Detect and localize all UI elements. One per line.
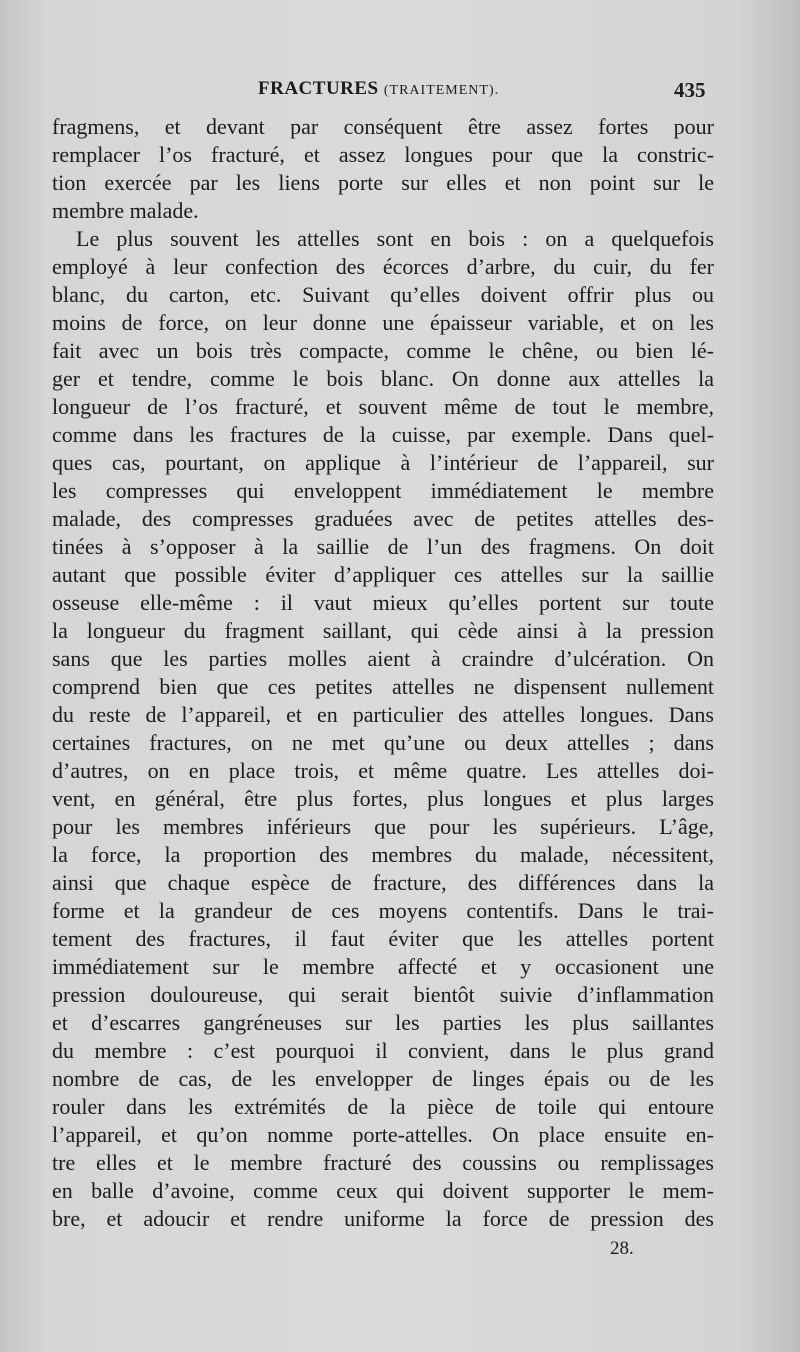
- text-line: forme et la grandeur de ces moyens contentifs. Dans le trai-: [52, 898, 714, 923]
- text-line: moins de force, on leur donne une épaisseur variable, et on les: [52, 310, 714, 335]
- running-title: [258, 78, 499, 100]
- text-line: vent, en général, être plus fortes, plus longues et plus larges: [52, 786, 714, 811]
- text-line: rouler dans les extrémités de la pièce de toile qui entoure: [52, 1094, 714, 1119]
- text-line: malade, des compresses graduées avec de petites attelles des-: [52, 506, 714, 531]
- text-line: ger et tendre, comme le bois blanc. On donne aux attelles la: [52, 366, 714, 391]
- text-line: les compresses qui enveloppent immédiatement le membre: [52, 478, 714, 503]
- text-line: longueur de l’os fracturé, et souvent même de tout le membre,: [52, 394, 714, 419]
- text-line: en balle d’avoine, comme ceux qui doivent supporter le mem-: [52, 1178, 714, 1203]
- text-line: Le plus souvent les attelles sont en bois : on a quelquefois: [76, 226, 714, 251]
- text-line: bre, et adoucir et rendre uniforme la force de pression des: [52, 1206, 714, 1231]
- body-text: [52, 113, 714, 1233]
- text-line: l’appareil, et qu’on nomme porte-attelles. On place ensuite en-: [52, 1122, 714, 1147]
- text-line: la force, la proportion des membres du malade, nécessitent,: [52, 842, 714, 867]
- text-line: comme dans les fractures de la cuisse, par exemple. Dans quel-: [52, 422, 714, 447]
- text-line: remplacer l’os fracturé, et assez longues pour que la constric-: [52, 142, 714, 167]
- running-title-sub: (TRAITEMENT).: [383, 83, 500, 98]
- text-line: autant que possible éviter d’appliquer ces attelles sur la saillie: [52, 562, 714, 587]
- text-line: employé à leur confection des écorces d’arbre, du cuir, du fer: [52, 254, 714, 279]
- text-line: ques cas, pourtant, on applique à l’intérieur de l’appareil, sur: [52, 450, 714, 475]
- text-line: tinées à s’opposer à la saillie de l’un des fragmens. On doit: [52, 534, 714, 559]
- page-number: 435: [674, 78, 706, 102]
- text-line: certaines fractures, on ne met qu’une ou deux attelles ; dans: [52, 730, 714, 755]
- text-line: pour les membres inférieurs que pour les supérieurs. L’âge,: [52, 814, 714, 839]
- text-line: fait avec un bois très compacte, comme le chêne, ou bien lé-: [52, 338, 714, 363]
- text-line: osseuse elle-même : il vaut mieux qu’elles portent sur toute: [52, 590, 714, 615]
- text-line: nombre de cas, de les envelopper de linges épais ou de les: [52, 1066, 714, 1091]
- text-line: d’autres, on en place trois, et même quatre. Les attelles doi-: [52, 758, 714, 783]
- text-line: blanc, du carton, etc. Suivant qu’elles doivent offrir plus ou: [52, 282, 714, 307]
- running-title-main: FRACTURES: [258, 78, 379, 99]
- text-line: la longueur du fragment saillant, qui cède ainsi à la pression: [52, 618, 714, 643]
- text-line: comprend bien que ces petites attelles ne dispensent nullement: [52, 674, 714, 699]
- text-line: tre elles et le membre fracturé des coussins ou remplissages: [52, 1150, 714, 1175]
- signature-mark: 28.: [610, 1238, 634, 1259]
- text-line: membre malade.: [52, 198, 199, 223]
- text-line: sans que les parties molles aient à craindre d’ulcération. On: [52, 646, 714, 671]
- text-line: immédiatement sur le membre affecté et y occasionent une: [52, 954, 714, 979]
- text-line: ainsi que chaque espèce de fracture, des différences dans la: [52, 870, 714, 895]
- text-line: fragmens, et devant par conséquent être assez fortes pour: [52, 114, 714, 139]
- text-line: du membre : c’est pourquoi il convient, dans le plus grand: [52, 1038, 714, 1063]
- text-line: et d’escarres gangréneuses sur les parties les plus saillantes: [52, 1010, 714, 1035]
- text-line: du reste de l’appareil, et en particulier des attelles longues. Dans: [52, 702, 714, 727]
- text-line: pression douloureuse, qui serait bientôt suivie d’inflammation: [52, 982, 714, 1007]
- running-header: [0, 78, 800, 112]
- text-line: tement des fractures, il faut éviter que les attelles portent: [52, 926, 714, 951]
- text-line: tion exercée par les liens porte sur elles et non point sur le: [52, 170, 714, 195]
